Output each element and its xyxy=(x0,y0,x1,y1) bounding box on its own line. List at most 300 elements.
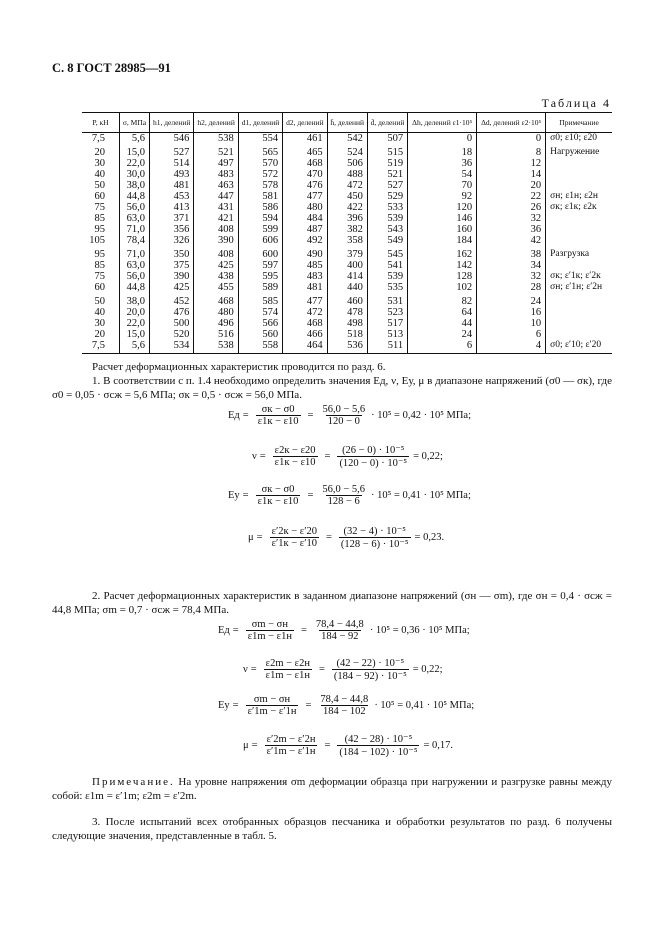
table-cell: 565 xyxy=(238,144,282,158)
table-cell: 521 xyxy=(194,144,238,158)
table-cell: 63,0 xyxy=(120,260,150,271)
table-cell: 480 xyxy=(194,307,238,318)
paragraph-intro: Расчет деформационных характеристик проводится по разд. 6. xyxy=(92,361,386,373)
table-cell: 390 xyxy=(150,271,194,282)
table-cell: 431 xyxy=(194,202,238,213)
table-cell: 574 xyxy=(238,307,282,318)
note-cell xyxy=(546,235,612,246)
fraction-denominator: (184 − 92) · 10⁻⁵ xyxy=(333,671,407,682)
table-cell: 12 xyxy=(477,158,546,169)
table-cell: 14 xyxy=(477,169,546,180)
table-cell: 7,5 xyxy=(82,340,120,354)
table-cell: 50 xyxy=(94,180,106,191)
table-row xyxy=(82,202,612,213)
table-cell: 472 xyxy=(283,307,327,318)
table-cell: 24 xyxy=(408,329,477,340)
fraction-numerator: σк − σ0 xyxy=(261,404,295,415)
table-cell: 549 xyxy=(367,235,407,246)
equals-sign: = xyxy=(324,451,331,462)
fraction-numerator: 56,0 − 5,6 xyxy=(322,404,366,415)
table-cell: 20 xyxy=(94,147,106,158)
fraction-symbolic xyxy=(270,526,319,549)
table-4 xyxy=(82,112,612,354)
table-cell: 460 xyxy=(327,293,367,307)
table-cell: 515 xyxy=(367,144,407,158)
table-cell: 570 xyxy=(238,158,282,169)
table-cell: 15,0 xyxy=(120,144,150,158)
table-cell: 184 xyxy=(408,235,477,246)
equation-lhs: Eу xyxy=(218,700,230,711)
table-cell: 75 xyxy=(94,202,106,213)
table-cell: 476 xyxy=(150,307,194,318)
table-row xyxy=(82,340,612,354)
table-cell: 60 xyxy=(94,282,106,293)
table-cell: 529 xyxy=(367,191,407,202)
table-cell: 20 xyxy=(477,180,546,191)
table-cell: 36 xyxy=(477,224,546,235)
table-cell: 558 xyxy=(238,340,282,354)
table-cell: 34 xyxy=(477,260,546,271)
table-cell: 543 xyxy=(367,224,407,235)
table-cell: 22,0 xyxy=(120,158,150,169)
table-cell: 531 xyxy=(367,293,407,307)
table-cell: 95 xyxy=(94,224,106,235)
fraction-denominator: ε1m − ε1н xyxy=(265,670,310,681)
table-cell: 541 xyxy=(367,260,407,271)
table-cell: 38,0 xyxy=(120,180,150,191)
table-cell: 350 xyxy=(150,246,194,260)
table-cell: 524 xyxy=(327,144,367,158)
fraction-numerator: σm − σн xyxy=(253,694,291,705)
column-header: P, кН xyxy=(82,113,120,133)
table-cell: 477 xyxy=(283,191,327,202)
equals-sign: = xyxy=(251,740,258,751)
fraction-denominator: 184 − 102 xyxy=(323,706,366,717)
table-cell: 4 xyxy=(477,340,546,354)
note-cell: σ0; ε′10; ε′20 xyxy=(546,340,612,354)
fraction-denominator: 120 − 0 xyxy=(327,416,360,427)
table-cell: 102 xyxy=(408,282,477,293)
table-cell: 468 xyxy=(283,318,327,329)
fraction-numeric xyxy=(320,484,367,507)
table-cell: 466 xyxy=(283,329,327,340)
table-row xyxy=(82,307,612,318)
equation-lhs: Eд xyxy=(228,410,240,421)
table-row xyxy=(82,169,612,180)
equation-result: = 0,17. xyxy=(423,740,454,751)
table-cell: 10 xyxy=(477,318,546,329)
table-cell: 40 xyxy=(94,307,106,318)
table-cell: 438 xyxy=(194,271,238,282)
table-cell: 20 xyxy=(94,329,106,340)
table-cell: 527 xyxy=(367,180,407,191)
table-cell: 513 xyxy=(367,329,407,340)
note-text: На уровне напряжения σm деформации образца при нагружении и разгрузке равны между собой: ε1m = ε′1m; ε2m = ε′2m. xyxy=(52,776,613,802)
table-cell: 44 xyxy=(408,318,477,329)
table-cell: 422 xyxy=(327,202,367,213)
table-cell: 500 xyxy=(150,318,194,329)
note-cell xyxy=(546,318,612,329)
table-cell: 146 xyxy=(408,213,477,224)
table-cell: 44,8 xyxy=(120,282,150,293)
table-row xyxy=(82,158,612,169)
fraction-denominator: ε1к − ε10 xyxy=(257,416,299,427)
equation-lhs: μ xyxy=(243,740,249,751)
equals-sign: = xyxy=(324,740,331,751)
table-cell: 95 xyxy=(94,249,106,260)
table-cell: 70 xyxy=(408,180,477,191)
table-cell: 594 xyxy=(238,213,282,224)
table-cell: 554 xyxy=(238,133,282,145)
fraction-numeric xyxy=(314,619,366,642)
equation-8 xyxy=(243,733,453,758)
table-cell: 421 xyxy=(194,213,238,224)
table-cell: 71,0 xyxy=(120,224,150,235)
note-cell xyxy=(546,307,612,318)
table-cell: 465 xyxy=(283,144,327,158)
table-cell: 63,0 xyxy=(120,213,150,224)
table-cell: 452 xyxy=(150,293,194,307)
table-row xyxy=(82,329,612,340)
table-cell: 535 xyxy=(367,282,407,293)
table-cell: 606 xyxy=(238,235,282,246)
column-header: d2, делений xyxy=(283,113,327,133)
table-cell: 32 xyxy=(477,271,546,282)
table-cell: 160 xyxy=(408,224,477,235)
table-cell: 507 xyxy=(367,133,407,145)
fraction-numerator: ε′2m − ε′2н xyxy=(266,734,316,745)
table-cell: 390 xyxy=(194,235,238,246)
equation-6 xyxy=(243,657,443,682)
table-cell: 492 xyxy=(283,235,327,246)
note-cell: σк; ε′1к; ε′2к xyxy=(546,271,612,282)
table-cell: 22 xyxy=(477,191,546,202)
table-cell: 396 xyxy=(327,213,367,224)
table-row xyxy=(82,282,612,293)
table-cell: 24 xyxy=(477,293,546,307)
table-cell: 497 xyxy=(194,158,238,169)
table-cell: 30,0 xyxy=(120,169,150,180)
table-cell: 38 xyxy=(477,246,546,260)
table-cell: 0 xyxy=(408,133,477,145)
table-cell: 408 xyxy=(194,246,238,260)
column-header: h2, делений xyxy=(194,113,238,133)
equation-3 xyxy=(228,484,471,507)
table-cell: 468 xyxy=(194,293,238,307)
table-cell: 578 xyxy=(238,180,282,191)
table-cell: 496 xyxy=(194,318,238,329)
table-cell: 413 xyxy=(150,202,194,213)
table-cell: 75 xyxy=(94,271,106,282)
table-cell: 42 xyxy=(477,235,546,246)
equation-lhs: Eу xyxy=(228,490,240,501)
table-cell: 26 xyxy=(477,202,546,213)
table-cell: 71,0 xyxy=(120,246,150,260)
table-cell: 82 xyxy=(408,293,477,307)
table-cell: 40 xyxy=(94,169,106,180)
note-cell xyxy=(546,158,612,169)
fraction-denominator: ε1к − ε10 xyxy=(274,457,316,468)
note-cell xyxy=(546,329,612,340)
table-cell: 36 xyxy=(408,158,477,169)
table-cell: 523 xyxy=(367,307,407,318)
table-cell: 358 xyxy=(327,235,367,246)
table-cell: 493 xyxy=(150,169,194,180)
table-cell: 400 xyxy=(327,260,367,271)
column-header: σ, МПа xyxy=(120,113,150,133)
table-cell: 477 xyxy=(283,293,327,307)
equals-sign: = xyxy=(259,451,266,462)
table-cell: 511 xyxy=(367,340,407,354)
equation-4 xyxy=(248,525,444,550)
table-cell: 483 xyxy=(194,169,238,180)
table-cell: 480 xyxy=(283,202,327,213)
table-cell: 490 xyxy=(283,246,327,260)
note-cell: Разгрузка xyxy=(546,246,612,260)
note-paragraph xyxy=(52,775,612,803)
table-header-row xyxy=(82,113,612,133)
table-row xyxy=(82,246,612,260)
fraction-symbolic xyxy=(264,658,312,681)
table-cell: 518 xyxy=(327,329,367,340)
table-cell: 450 xyxy=(327,191,367,202)
table-body xyxy=(82,133,612,354)
table-cell: 425 xyxy=(194,260,238,271)
table-cell: 546 xyxy=(150,133,194,145)
table-cell: 54 xyxy=(408,169,477,180)
fraction-symbolic xyxy=(256,404,301,427)
table-cell: 60 xyxy=(94,191,106,202)
equation-7 xyxy=(218,694,474,717)
table-cell: 38,0 xyxy=(120,293,150,307)
equation-lhs: ν xyxy=(243,664,248,675)
table-row xyxy=(82,133,612,145)
table-cell: 461 xyxy=(283,133,327,145)
table-cell: 539 xyxy=(367,213,407,224)
note-cell xyxy=(546,180,612,191)
equals-sign: = xyxy=(242,410,249,421)
table-cell: 408 xyxy=(194,224,238,235)
fraction-symbolic xyxy=(256,484,301,507)
fraction-symbolic xyxy=(246,619,294,642)
note-cell: Нагружение xyxy=(546,144,612,158)
table-cell: 514 xyxy=(150,158,194,169)
table-cell: 50 xyxy=(94,296,106,307)
table-cell: 534 xyxy=(150,340,194,354)
table-cell: 7,5 xyxy=(91,133,106,144)
equals-sign: = xyxy=(307,410,314,421)
table-cell: 488 xyxy=(327,169,367,180)
table-cell: 379 xyxy=(327,246,367,260)
column-header: h1, делений xyxy=(150,113,194,133)
table-cell: 20,0 xyxy=(120,307,150,318)
table-row xyxy=(82,260,612,271)
fraction-denominator: ε1m − ε1н xyxy=(247,631,292,642)
equals-sign: = xyxy=(256,532,263,543)
fraction-symbolic xyxy=(273,445,318,468)
equation-1 xyxy=(228,404,471,427)
table-row xyxy=(82,224,612,235)
table-cell: 539 xyxy=(367,271,407,282)
table-cell: 538 xyxy=(194,340,238,354)
column-header: Примечание xyxy=(546,113,612,133)
table-cell: 599 xyxy=(238,224,282,235)
table-cell: 472 xyxy=(327,180,367,191)
note-cell xyxy=(546,260,612,271)
table-cell: 56,0 xyxy=(120,271,150,282)
table-cell: 85 xyxy=(94,213,106,224)
table-cell: 15,0 xyxy=(120,329,150,340)
table-cell: 478 xyxy=(327,307,367,318)
table-cell: 527 xyxy=(150,144,194,158)
table-cell: 6 xyxy=(408,340,477,354)
fraction-numerator: ε′2к − ε′20 xyxy=(271,526,317,537)
table-row xyxy=(82,293,612,307)
table-cell: 85 xyxy=(94,260,106,271)
paragraph-3: 3. После испытаний всех отобранных образцов песчаника и обработки результатов по разд. 6 получены следующие значения, представленные в табл. 5. xyxy=(52,816,612,842)
table-cell: 468 xyxy=(283,158,327,169)
column-header: h̄, делений xyxy=(327,113,367,133)
note-label: Примечание. xyxy=(92,776,175,788)
table-cell: 470 xyxy=(283,169,327,180)
note-cell: σн; ε′1н; ε′2н xyxy=(546,282,612,293)
table-row xyxy=(82,144,612,158)
equation-result: · 10⁵ = 0,36 · 10⁵ МПа; xyxy=(369,625,470,636)
fraction-numerator: (32 − 4) · 10⁻⁵ xyxy=(343,526,406,537)
table-cell: 6 xyxy=(477,329,546,340)
note-cell xyxy=(546,224,612,235)
table-cell: 56,0 xyxy=(120,202,150,213)
table-cell: 128 xyxy=(408,271,477,282)
fraction-numerator: 56,0 − 5,6 xyxy=(322,484,366,495)
fraction-numerator: (42 − 22) · 10⁻⁵ xyxy=(336,658,405,669)
fraction-denominator: ε′1к − ε′10 xyxy=(271,538,317,549)
equation-result: = 0,23. xyxy=(414,532,445,543)
table-row xyxy=(82,318,612,329)
fraction-symbolic xyxy=(246,694,299,717)
fraction-numeric xyxy=(337,733,419,758)
equation-result: · 10⁵ = 0,42 · 10⁵ МПа; xyxy=(371,410,471,421)
note-cell xyxy=(546,213,612,224)
table-cell: 581 xyxy=(238,191,282,202)
fraction-numeric xyxy=(339,525,411,550)
table-cell: 566 xyxy=(238,318,282,329)
fraction-denominator: (184 − 102) · 10⁻⁵ xyxy=(339,747,418,758)
equals-sign: = xyxy=(305,700,312,711)
table-cell: 105 xyxy=(89,235,106,246)
table-cell: 520 xyxy=(150,329,194,340)
equation-result: = 0,22; xyxy=(412,664,443,675)
table-cell: 485 xyxy=(283,260,327,271)
note-cell: σ0; ε10; ε20 xyxy=(546,133,612,145)
table-cell: 5,6 xyxy=(120,340,150,354)
paragraph-1: 1. В соответствии с п. 1.4 необходимо определить значения Eд, ν, Eу, μ в диапазоне напряжений (σ0 — σк), где σ0 = 0,05 · σсж = 5,6 МПа; σк = 0,5 · σсж = 56,0 МПа. xyxy=(52,375,613,401)
table-row xyxy=(82,235,612,246)
equals-sign: = xyxy=(250,664,257,675)
paragraph-2: 2. Расчет деформационных характеристик в заданном диапазоне напряжений (σн — σm), где σн = 0,4 · σсж = 44,8 МПа; σm = 0,7 · σсж = 78,4 МПа. xyxy=(52,590,612,616)
table-cell: 371 xyxy=(150,213,194,224)
table-cell: 498 xyxy=(327,318,367,329)
table-cell: 64 xyxy=(408,307,477,318)
table-cell: 447 xyxy=(194,191,238,202)
table-cell: 545 xyxy=(367,246,407,260)
table-cell: 538 xyxy=(194,133,238,145)
column-header: Δd, делений ε2·10⁵ xyxy=(477,113,546,133)
table-cell: 142 xyxy=(408,260,477,271)
equation-lhs: ν xyxy=(252,451,257,462)
table-cell: 18 xyxy=(408,144,477,158)
table-cell: 585 xyxy=(238,293,282,307)
table-row xyxy=(82,271,612,282)
equals-sign: = xyxy=(318,664,325,675)
table-cell: 44,8 xyxy=(120,191,150,202)
table-cell: 481 xyxy=(150,180,194,191)
note-cell: σк; ε1к; ε2к xyxy=(546,202,612,213)
table-cell: 589 xyxy=(238,282,282,293)
table-cell: 326 xyxy=(150,235,194,246)
fraction-numerator: (42 − 28) · 10⁻⁵ xyxy=(344,734,413,745)
table-cell: 481 xyxy=(283,282,327,293)
equals-sign: = xyxy=(232,625,239,636)
table-cell: 487 xyxy=(283,224,327,235)
fraction-numeric xyxy=(318,694,370,717)
table-cell: 572 xyxy=(238,169,282,180)
fraction-denominator: 184 − 92 xyxy=(321,631,359,642)
table-cell: 356 xyxy=(150,224,194,235)
table-cell: 455 xyxy=(194,282,238,293)
fraction-denominator: 128 − 6 xyxy=(327,496,360,507)
note-cell xyxy=(546,293,612,307)
fraction-denominator: ε1к − ε10 xyxy=(257,496,299,507)
fraction-numerator: ε2m − ε2н xyxy=(265,658,310,669)
equation-result: · 10⁵ = 0,41 · 10⁵ МПа; xyxy=(371,490,471,501)
table-cell: 521 xyxy=(367,169,407,180)
table-cell: 28 xyxy=(477,282,546,293)
table-cell: 597 xyxy=(238,260,282,271)
table-cell: 516 xyxy=(194,329,238,340)
equals-sign: = xyxy=(232,700,239,711)
table-cell: 92 xyxy=(408,191,477,202)
table-cell: 440 xyxy=(327,282,367,293)
table-cell: 519 xyxy=(367,158,407,169)
table-cell: 30 xyxy=(94,318,106,329)
table-cell: 453 xyxy=(150,191,194,202)
page-header: С. 8 ГОСТ 28985—91 xyxy=(52,61,171,75)
fraction-symbolic xyxy=(265,734,318,757)
table-cell: 375 xyxy=(150,260,194,271)
table-row xyxy=(82,213,612,224)
table-cell: 16 xyxy=(477,307,546,318)
fraction-numerator: 78,4 − 44,8 xyxy=(320,694,369,705)
table-cell: 0 xyxy=(477,133,546,145)
table-cell: 476 xyxy=(283,180,327,191)
equation-lhs: Eд xyxy=(218,625,230,636)
table-cell: 78,4 xyxy=(120,235,150,246)
fraction-numerator: σк − σ0 xyxy=(261,484,295,495)
equation-result: = 0,22; xyxy=(413,451,443,462)
table-cell: 30 xyxy=(94,158,106,169)
note-cell: σн; ε1н; ε2н xyxy=(546,191,612,202)
table-cell: 425 xyxy=(150,282,194,293)
table-cell: 595 xyxy=(238,271,282,282)
column-header: d̄, делений xyxy=(367,113,407,133)
equation-lhs: μ xyxy=(248,532,254,543)
equation-5 xyxy=(218,619,470,642)
note-cell xyxy=(546,169,612,180)
fraction-numerator: 78,4 − 44,8 xyxy=(315,619,364,630)
equals-sign: = xyxy=(242,490,249,501)
fraction-numerator: (26 − 0) · 10⁻⁵ xyxy=(342,445,405,456)
